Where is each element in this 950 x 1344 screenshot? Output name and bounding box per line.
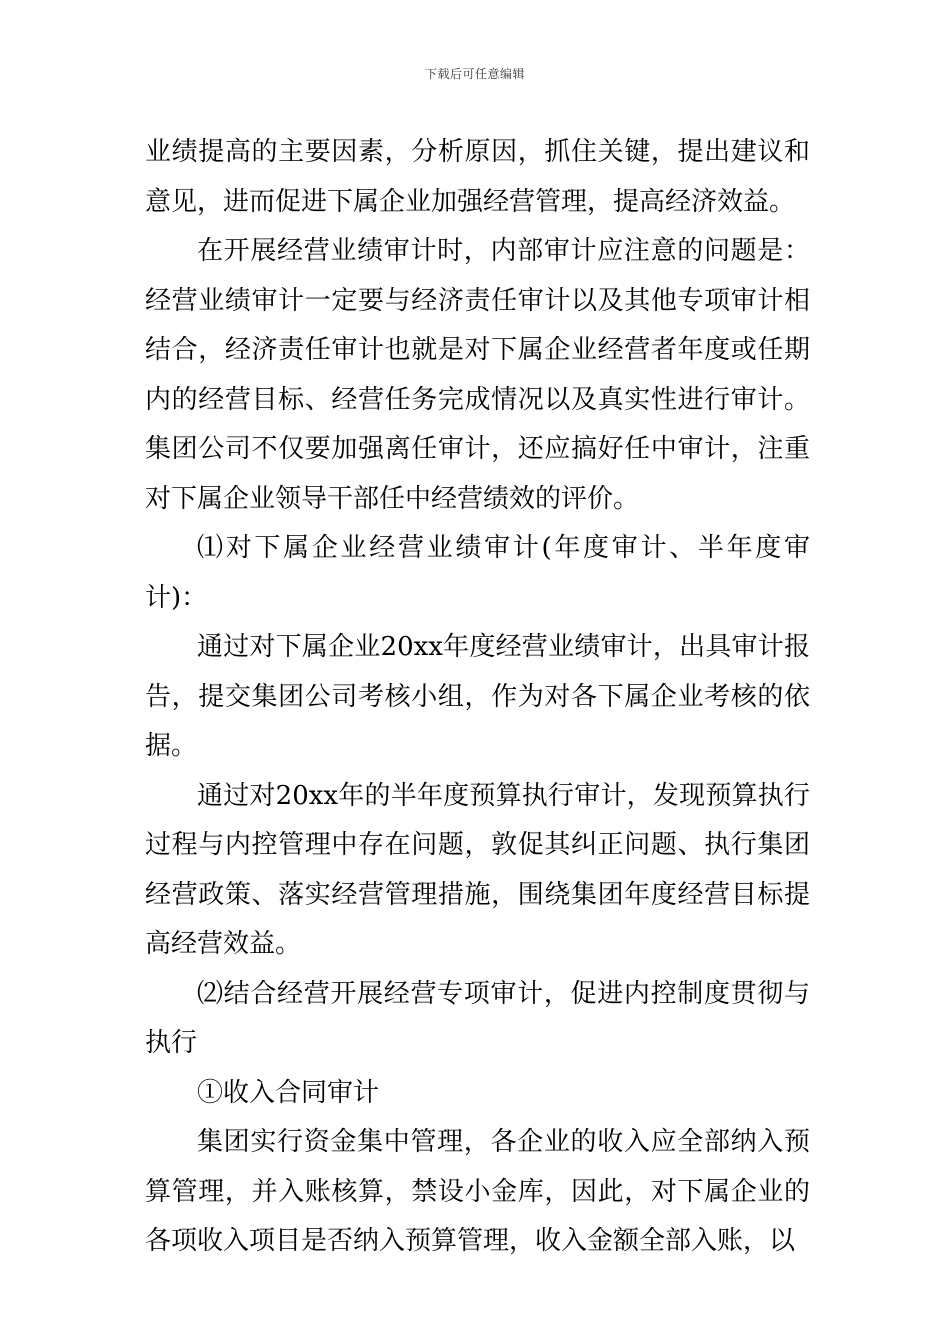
paragraph: 在开展经营业绩审计时，内部审计应注意的问题是：经营业绩审计一定要与经济责任审计以及其他专项审计相结合，经济责任审计也就是对下属企业经营者年度或任期内的经营目标、经营任务完成情况以及真实性进行审计。集团公司不仅要加强离任审计，还应搞好任中审计，注重对下属企业领导干部任中经营绩效的评价。	[145, 236, 810, 514]
paragraph: ⑴对下属企业经营业绩审计(年度审计、半年度审计)：	[145, 533, 810, 613]
document-body	[145, 128, 810, 1267]
paragraph: 通过对下属企业20xx年度经营业绩审计，出具审计报告，提交集团公司考核小组，作为对各下属企业考核的依据。	[145, 632, 810, 761]
page-header-note: 下载后可任意编辑	[424, 67, 525, 81]
paragraph: 业绩提高的主要因素，分析原因，抓住关键，提出建议和意见，进而促进下属企业加强经营管理，提高经济效益。	[145, 137, 810, 217]
paragraph: 集团实行资金集中管理，各企业的收入应全部纳入预算管理，并入账核算，禁设小金库，因此，对下属企业的各项收入项目是否纳入预算管理，收入金额全部入账，以	[145, 1127, 810, 1256]
paragraph: 通过对20xx年的半年度预算执行审计，发现预算执行过程与内控管理中存在问题，敦促其纠正问题、执行集团经营政策、落实经营管理措施，围绕集团年度经营目标提高经营效益。	[145, 780, 810, 959]
paragraph: ⑵结合经营开展经营专项审计，促进内控制度贯彻与执行	[145, 978, 810, 1058]
paragraph: ①收入合同审计	[197, 1077, 380, 1108]
